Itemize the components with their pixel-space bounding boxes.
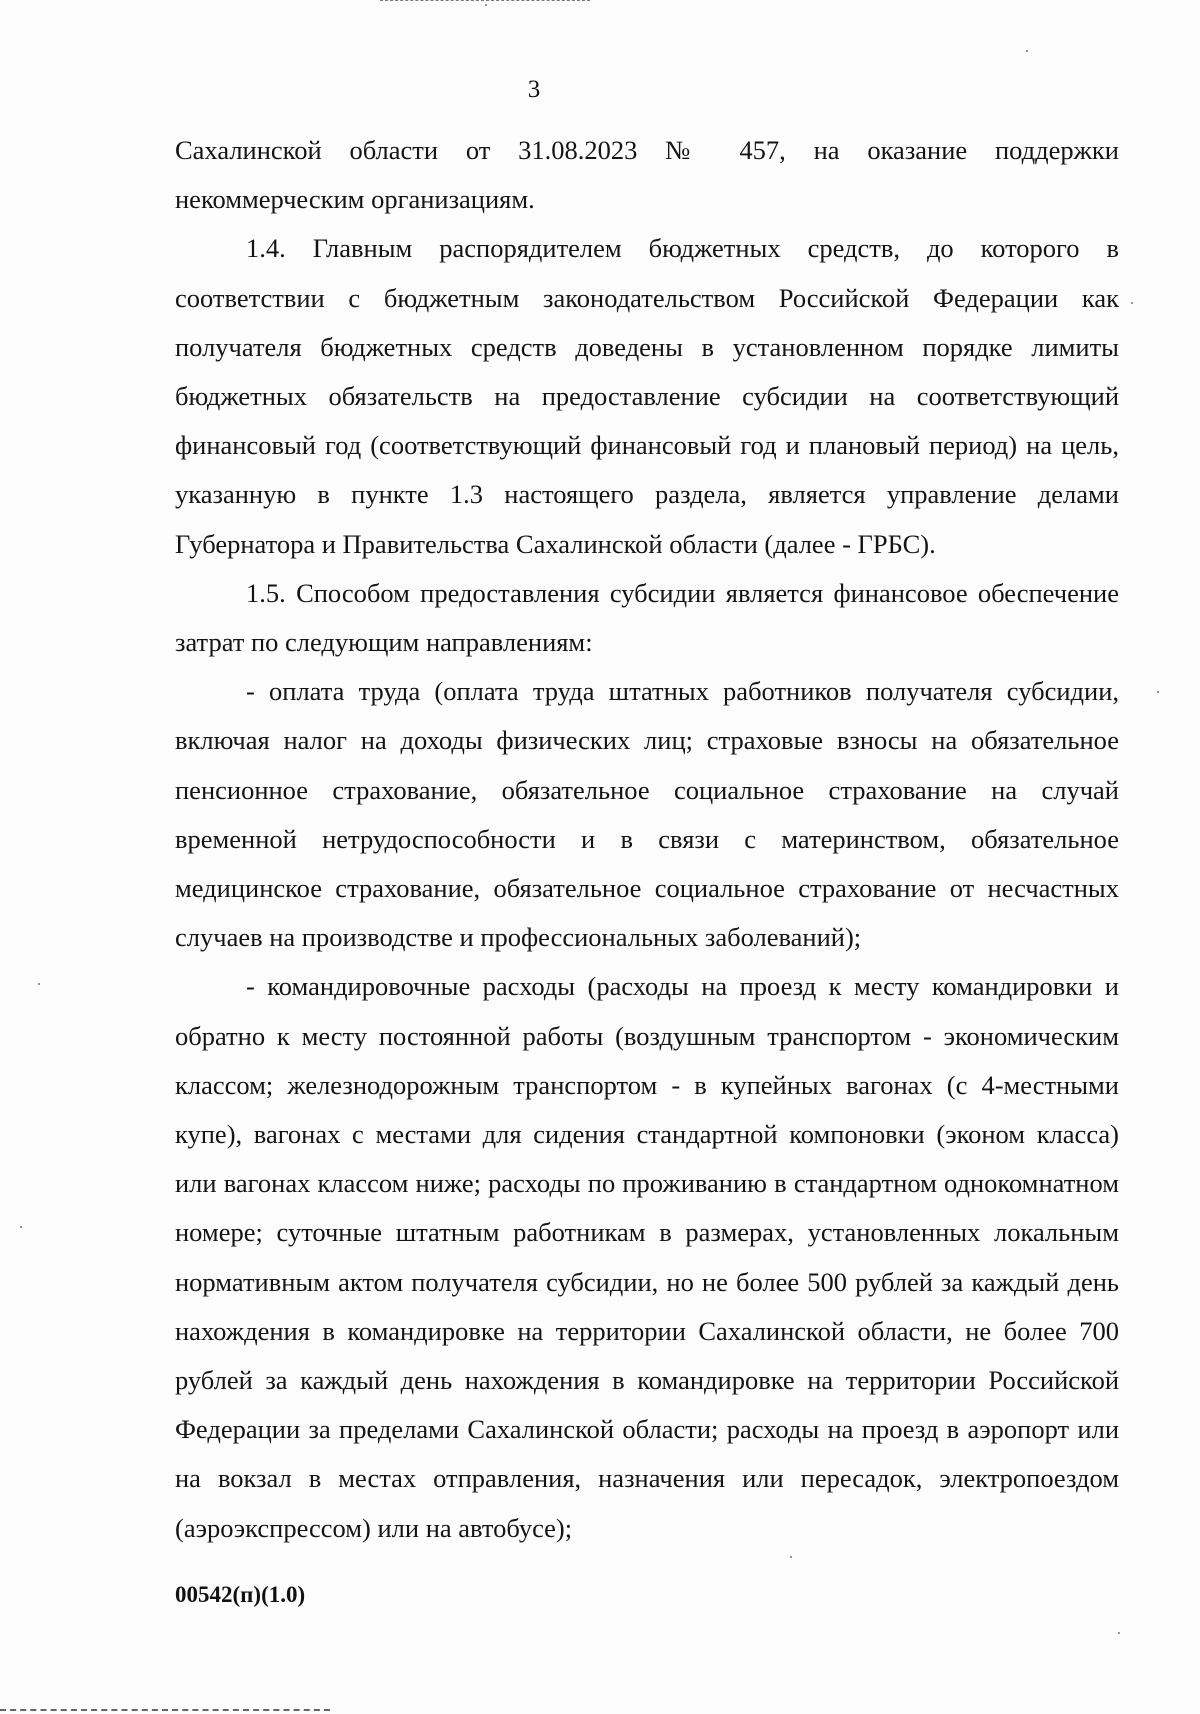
page-number: 3 <box>527 76 541 103</box>
paragraph-travel-expenses: - командировочные расходы (расходы на проезд к месту командировки и обратно к месту постоянной работы (воздушным транспортом - экономическим классом; железнодорожным транспортом - в купейных вагонах (с 4-местными купе), вагонах с местами для сидения стандартной компоновки (эконом класса) или вагонах классом ниже; расходы по проживанию в стандартном однокомнатном номере; суточные штатным работникам в размерах, установленных локальным нормативным актом получателя субсидии, но не более 500 рублей за каждый день нахождения в командировке на территории Сахалинской области, не более 700 рублей за каждый день нахождения в командировке на территории Российской Федерации за пределами Сахалинской области; расходы на проезд в аэропорт или на вокзал в местах отправления, назначения или пересадок, электропоездом (аэроэкспрессом) или на автобусе); <box>175 971 1119 1543</box>
scan-speck <box>790 1556 792 1558</box>
scan-speck <box>1026 50 1028 52</box>
paragraph-labor-costs: - оплата труда (оплата труда штатных работников получателя субсидии, включая налог на доходы физических лиц; страховые взносы на обязательное пенсионное страхование, обязательное социальное страхование на случай временной нетрудоспособности и в связи с материнством, обязательное медицинское страхование, обязательное социальное страхование от несчастных случаев на производстве и профессиональных заболеваний); <box>175 676 1119 953</box>
scan-speck <box>485 4 487 6</box>
paragraph-1-4: 1.4. Главным распорядителем бюджетных средств, до которого в соответствии с бюджетным законодательством Российской Федерации как получателя бюджетных средств доведены в установленном порядке лимиты бюджетных обязательств на предоставление субсидии на соответствующий финансовый год (соответствующий финансовый год и плановый период) на цель, указанную в пункте 1.3 настоящего раздела, является управление делами Губернатора и Правительства Сахалинской области (далее - ГРБС). <box>175 233 1119 559</box>
paragraph-continuation: Сахалинской области от 31.08.2023 № 457, на оказание поддержки некоммерческим организациям. <box>175 135 1119 215</box>
top-scan-edge-line <box>380 0 590 1</box>
scan-speck <box>38 983 40 985</box>
scan-speck <box>1118 1632 1120 1634</box>
document-code: 00542(п)(1.0) <box>175 1582 306 1607</box>
paragraph-1-5: 1.5. Способом предоставления субсидии является финансовое обеспечение затрат по следующим направлениям: <box>175 577 1119 658</box>
scan-speck <box>20 1226 22 1228</box>
document-body <box>175 126 1119 1553</box>
bottom-scan-edge-line <box>0 1709 330 1711</box>
scan-speck <box>1157 691 1159 693</box>
scan-speck <box>1131 302 1133 304</box>
